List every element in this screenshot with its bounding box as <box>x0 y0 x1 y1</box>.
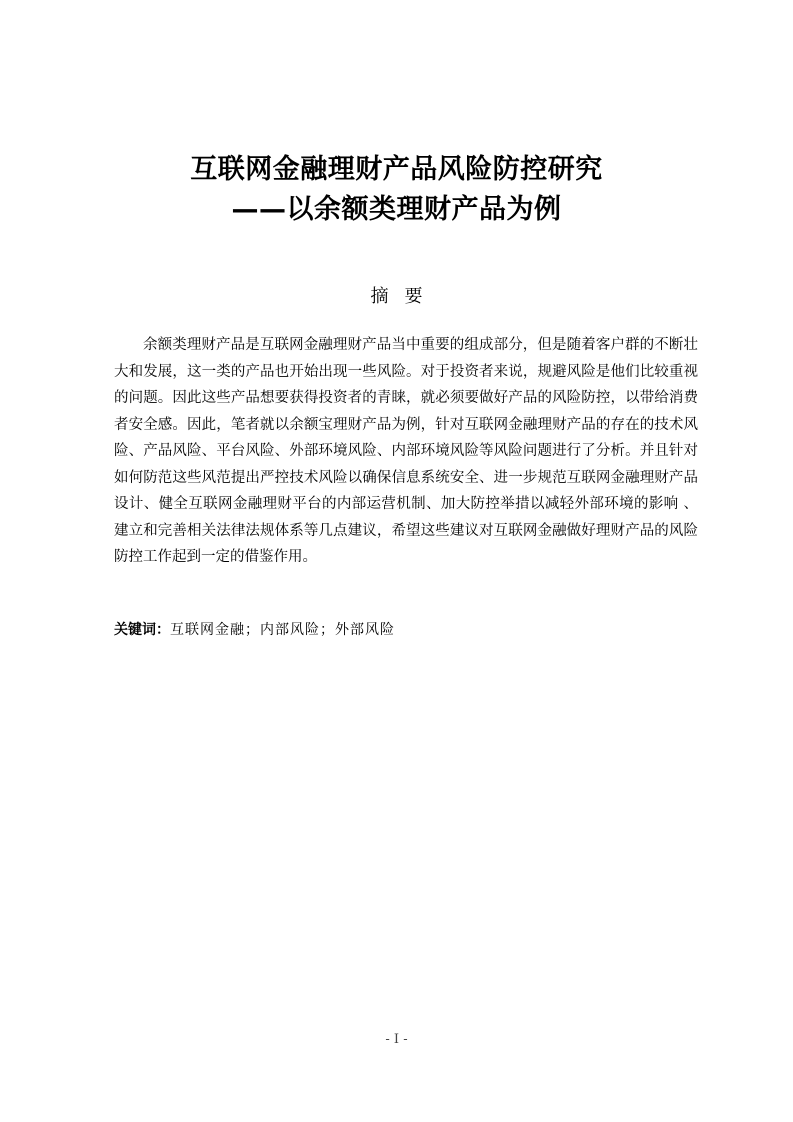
page-number: - I - <box>385 1032 408 1047</box>
keywords-text: 互联网金融；内部风险；外部风险 <box>170 622 395 638</box>
abstract-body: 余额类理财产品是互联网金融理财产品当中重要的组成部分，但是随着客户群的不断壮大和发展，这一类的产品也开始出现一些风险。对于投资者来说，规避风险是他们比较重视的问题。因此这些产品想要获得投资者的青睐，就必须要做好产品的风险防控，以带给消费者安全感。因此，笔者就以余额宝理财产品为例，针对互联网金融理财产品的存在的技术风险、产品风险、平台风险、外部环境风险、内部环境风险等风险问题进行了分析。并且针对如何防范这些风范提出严控技术风险以确保信息系统安全、进一步规范互联网金融理财产品设计、健全互联网金融理财平台的内部运营机制、加大防控举措以减轻外部环境的影响 、建立和完善相关法律法规体系等几点建议，希望这些建议对互联网金融做好理财产品的风险防控工作起到一定的借鉴作用。 <box>114 337 698 565</box>
title-line-subtitle: ——以余额类理财产品为例 <box>231 194 562 225</box>
abstract-heading: 摘要 <box>370 286 439 307</box>
document-title <box>0 150 793 230</box>
title-line-main: 互联网金融理财产品风险防控研究 <box>190 154 603 185</box>
keywords-line <box>114 618 698 642</box>
keywords-label: 关键词： <box>114 622 170 638</box>
